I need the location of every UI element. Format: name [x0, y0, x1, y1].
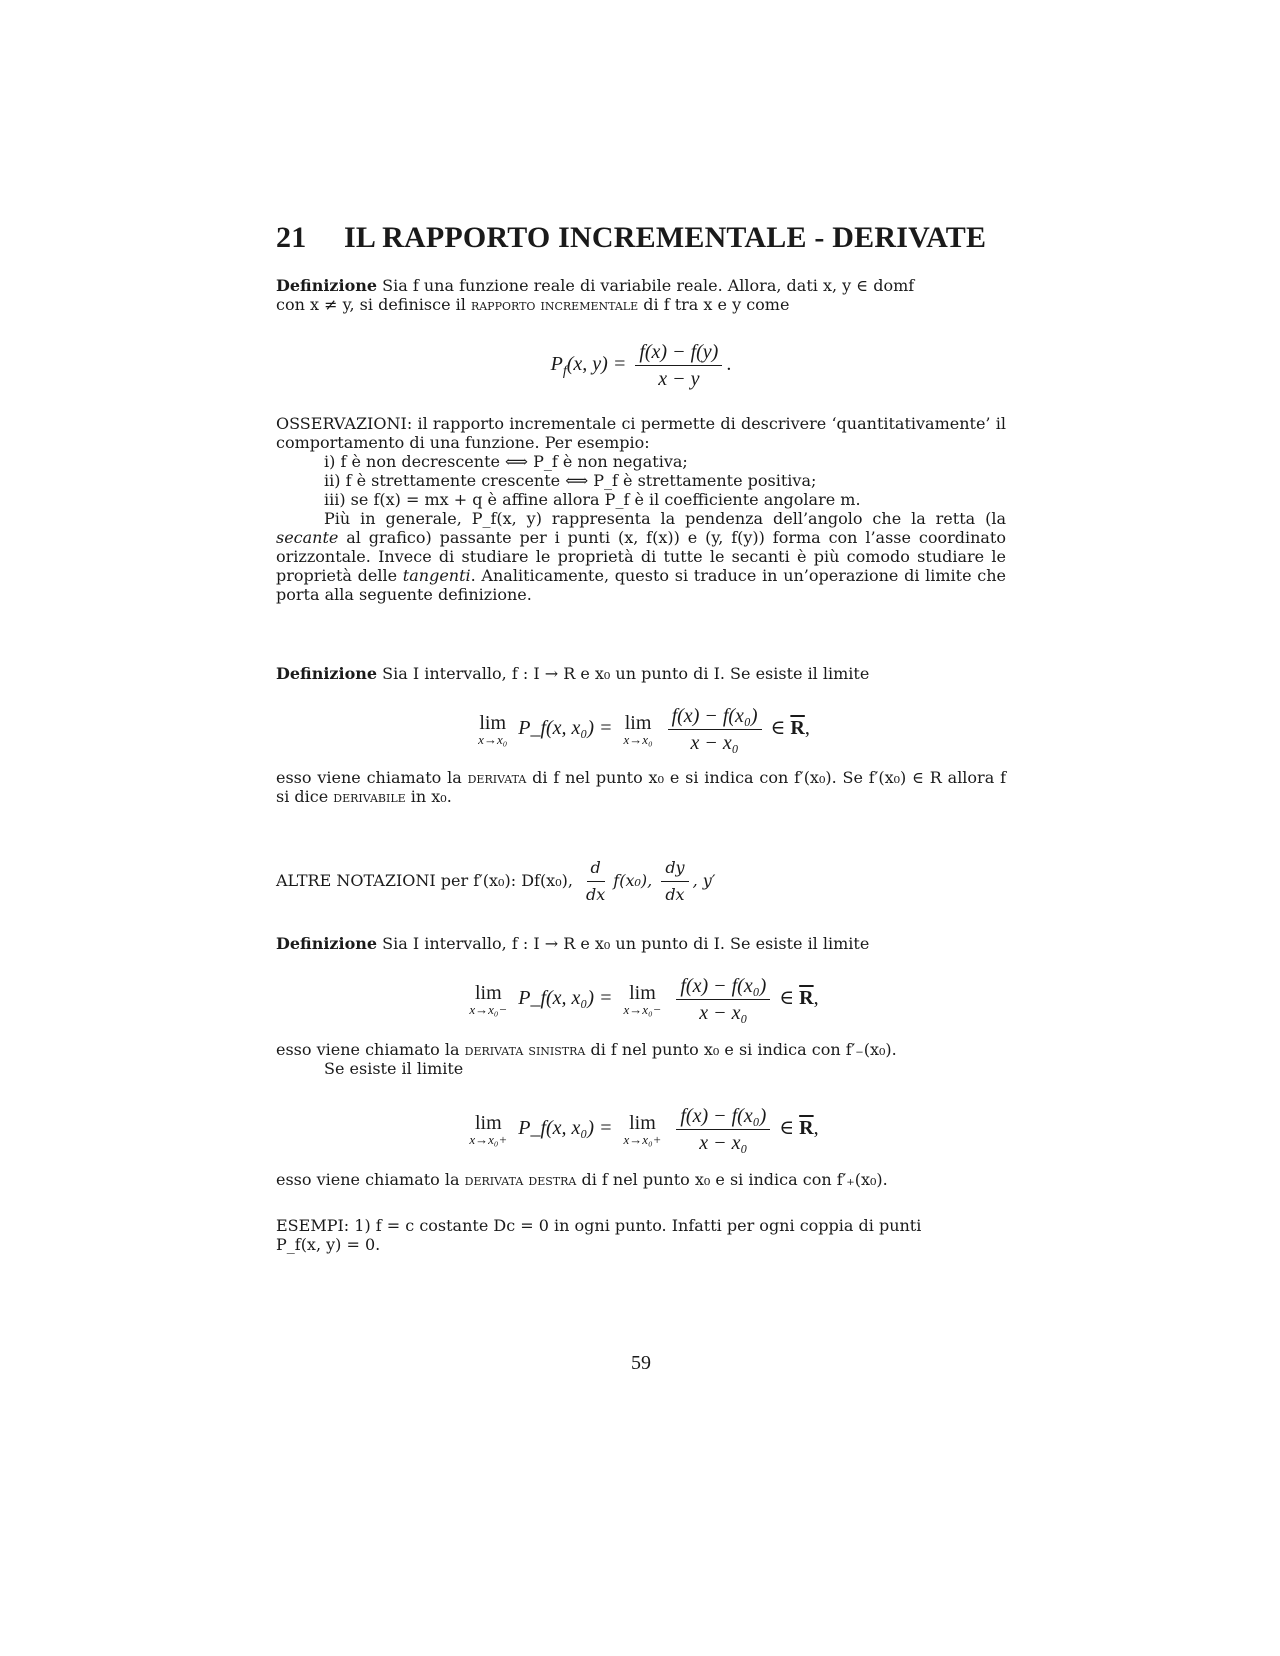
altre-notazioni: ALTRE NOTAZIONI per f′(x₀): Df(x₀), $\frac{d}{dx}$ f(x₀), $\frac{dy}{dx}$ , y′ [276, 858, 716, 904]
derivata-destra-explanation: esso viene chiamato la derivata destra di f nel punto x₀ e si indica con f′₊(x₀). [276, 1170, 888, 1189]
equation-derivata: lim x→x₀ P_f(x, x₀) = lim x→x₀ $\frac{\text{f(x) − f(x₀)}}{\text{x − x₀}}$ ∈ $\overline{R}$, [478, 705, 810, 754]
equation-rapporto: $P_f(x$, y) = $\frac{f(x) - f(y)}{x - y}$ . [550, 341, 732, 390]
list-item: i) f è non decrescente ⟺ P_f è non negativa; [324, 452, 688, 471]
term-derivata: derivata [467, 768, 527, 787]
fraction: $\frac{f(x) - f(y)}{x - y}$ [635, 340, 722, 391]
definition-rapporto: Definizione Sia f una funzione reale di variabile reale. Allora, dati x, y ∈ domf con x ≠ y, si definisce il rapporto incrementale di f tra x e y come [276, 276, 915, 314]
equation-derivata-destra: lim x→x₀+ P_f(x, x₀) = lim x→x₀+ $\frac{\text{f(x) − f(x₀)}}{\text{x − x₀}}$ ∈ $\overline{R}$, [469, 1105, 819, 1154]
definition-derivata: Definizione Sia I intervallo, f : I → R e x₀ un punto di I. Se esiste il limite [276, 664, 870, 683]
definition-derivata-laterale: Definizione Sia I intervallo, f : I → R e x₀ un punto di I. Se esiste il limite [276, 934, 870, 953]
term-derivata-sinistra: derivata sinistra [464, 1040, 586, 1059]
section-number: 21 [276, 221, 307, 254]
definition-label: Definizione [276, 276, 378, 295]
page-number: 59 [631, 1352, 651, 1374]
definition-label: Definizione [276, 664, 378, 683]
osservazioni-paragraph: Più in generale, P_f(x, y) rappresenta la pendenza dell’angolo che la retta (la secante al grafico) passante per i punti (x, f(x)) e (y, f(y)) forma con l’asse coordinato orizzontale. Invece di studiare le proprietà di tutte le secanti è più comodo studiare le proprietà delle tangenti. Analiticamente, questo si traduce in un’operazione di limite che porta alla seguente definizione. [276, 509, 1006, 604]
term-rapporto-incrementale: rapporto incrementale [470, 295, 639, 314]
osservazioni-list [276, 452, 1006, 509]
esempi: ESEMPI: 1) f = c costante Dc = 0 in ogni punto. Infatti per ogni coppia di punti P_f(x, y) = 0. [276, 1216, 922, 1254]
definition-label: Definizione [276, 934, 378, 953]
equation-derivata-sinistra: lim x→x₀− P_f(x, x₀) = lim x→x₀− $\frac{\text{f(x) − f(x₀)}}{\text{x − x₀}}$ ∈ $\overline{R}$, [469, 975, 819, 1024]
term-derivabile: derivabile [333, 787, 406, 806]
section-title [276, 220, 1056, 256]
osservazioni [276, 414, 1006, 604]
derivata-sinistra-explanation: esso viene chiamato la derivata sinistra di f nel punto x₀ e si indica con f′₋(x₀). Se esiste il limite [276, 1040, 897, 1078]
term-derivata-destra: derivata destra [464, 1170, 577, 1189]
list-item: ii) f è strettamente crescente ⟺ P_f è strettamente positiva; [324, 471, 817, 490]
section-title-text: IL RAPPORTO INCREMENTALE - DERIVATE [344, 221, 987, 254]
osservazioni-intro: OSSERVAZIONI: il rapporto incrementale ci permette di descrivere ‘quantitativamente’ il comportamento di una funzione. Per esempio: [276, 414, 1006, 452]
derivata-explanation: esso viene chiamato la derivata di f nel punto x₀ e si indica con f′(x₀). Se f′(x₀) ∈ R allora f si dice derivabile in x₀. [276, 768, 1006, 806]
list-item: iii) se f(x) = mx + q è affine allora P_f è il coefficiente angolare m. [324, 490, 861, 509]
